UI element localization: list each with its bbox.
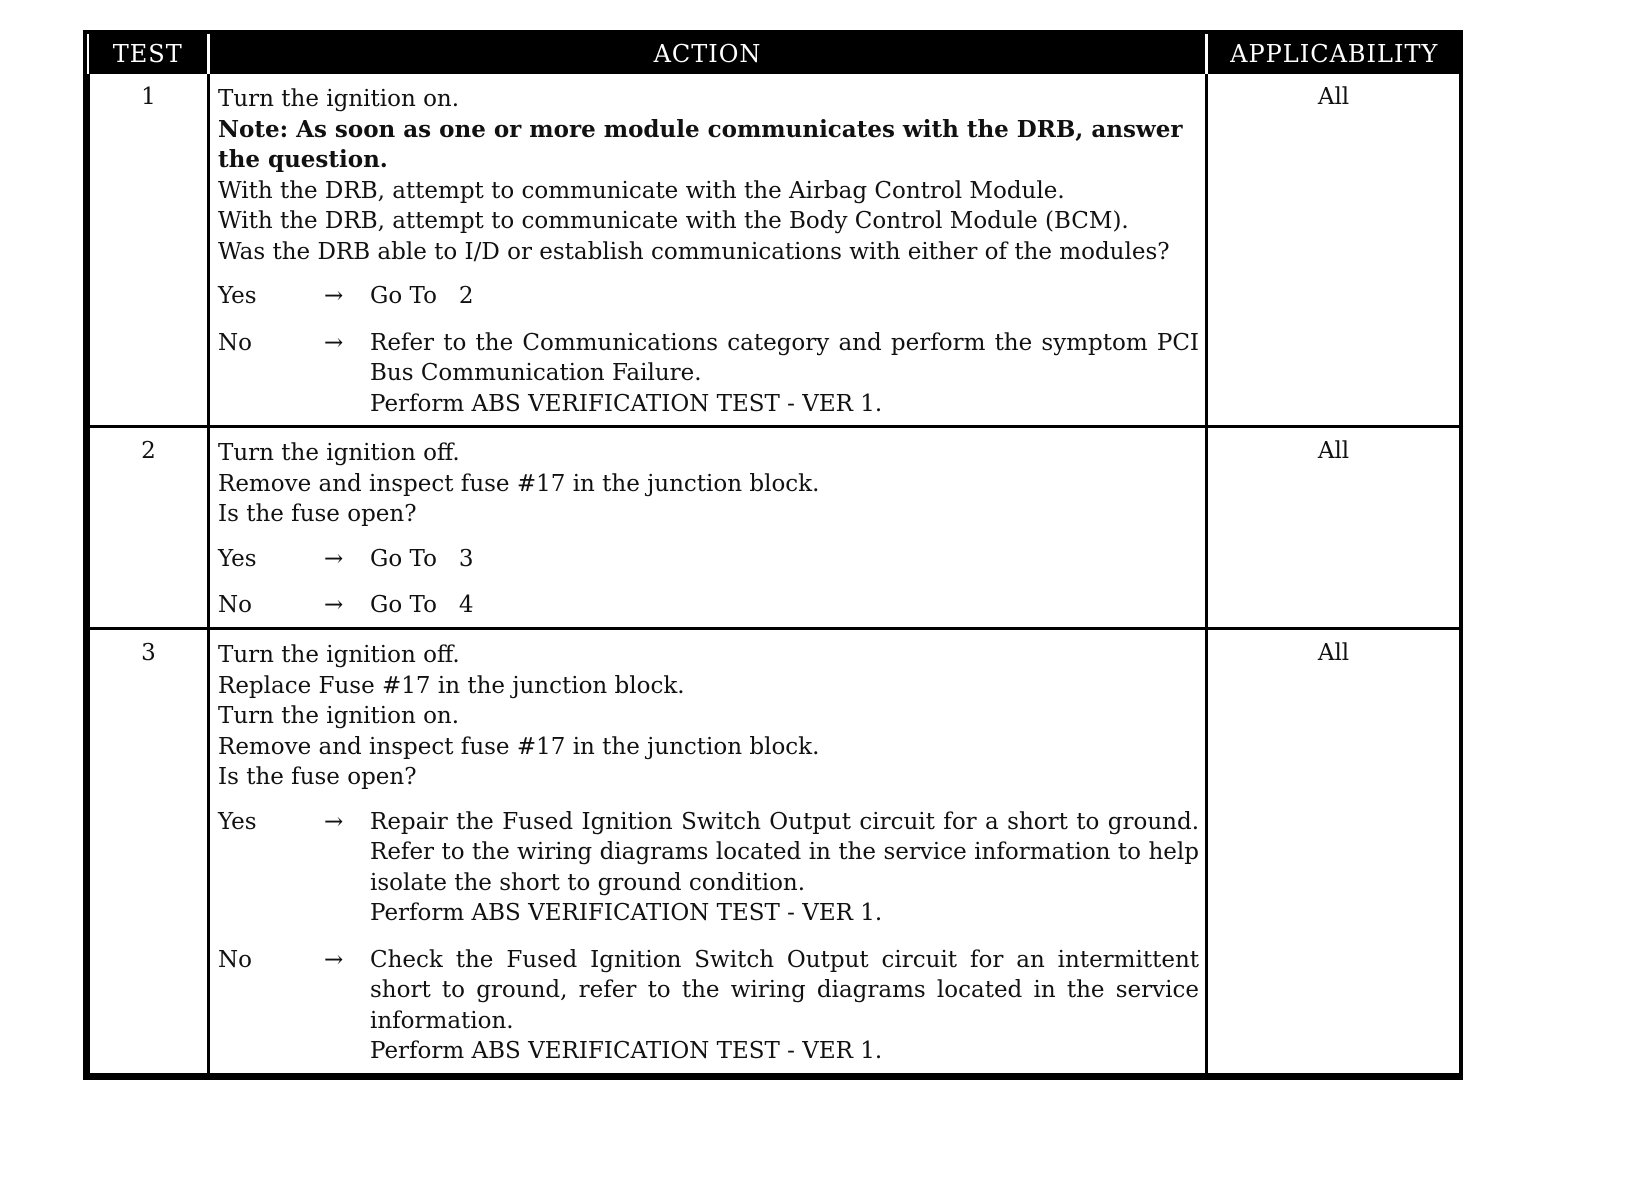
arrow-icon: → bbox=[324, 808, 344, 835]
no-label: No bbox=[218, 592, 252, 618]
branches bbox=[218, 544, 1199, 621]
arrow-icon: → bbox=[324, 545, 344, 572]
arrow-icon: → bbox=[324, 283, 344, 309]
action-line: With the DRB, attempt to communicate with the Body Control Module (BCM). bbox=[218, 208, 1129, 234]
header-action: ACTION bbox=[209, 34, 1207, 74]
yes-branch bbox=[218, 544, 1199, 575]
result-line: Perform ABS VERIFICATION TEST - VER 1. bbox=[370, 1038, 883, 1064]
test-action bbox=[209, 629, 1207, 1075]
action-line: Turn the ignition on. bbox=[218, 703, 460, 729]
action-line: Turn the ignition on. bbox=[218, 86, 460, 112]
no-result bbox=[370, 945, 1199, 1067]
action-line: Is the fuse open? bbox=[218, 501, 417, 527]
result-line: Check the Fused Ignition Switch Output circuit for an intermittent short to ground, refer to the wiring diagrams located in the service information. bbox=[370, 946, 1199, 1034]
test-action bbox=[209, 427, 1207, 629]
yes-result bbox=[370, 807, 1199, 929]
test-number: 1 bbox=[89, 74, 209, 427]
test-row-1 bbox=[89, 74, 1461, 427]
action-line: With the DRB, attempt to communicate with the Airbag Control Module. bbox=[218, 177, 1065, 204]
action-line: Remove and inspect fuse #17 in the junction block. bbox=[218, 733, 820, 760]
test-action bbox=[209, 74, 1207, 427]
header-test: TEST bbox=[89, 34, 209, 74]
no-label: No bbox=[218, 946, 252, 973]
no-branch bbox=[218, 945, 1199, 1067]
yes-result bbox=[370, 281, 1199, 312]
test-row-3 bbox=[89, 629, 1461, 1075]
test-applicability: All bbox=[1207, 74, 1461, 427]
action-line: Is the fuse open? bbox=[218, 764, 417, 790]
action-line: Replace Fuse #17 in the junction block. bbox=[218, 672, 685, 699]
yes-branch bbox=[218, 281, 1199, 312]
no-branch bbox=[218, 590, 1199, 621]
test-row-2 bbox=[89, 427, 1461, 629]
diagnostic-table bbox=[83, 30, 1463, 1080]
no-label: No bbox=[218, 329, 252, 356]
test-table bbox=[87, 34, 1462, 1076]
result-line: Go To 2 bbox=[370, 283, 474, 309]
action-line: Turn the ignition off. bbox=[218, 440, 460, 466]
result-line: Refer to the Communications category and perform the symptom PCI Bus Communication Failure. bbox=[370, 329, 1199, 386]
arrow-icon: → bbox=[324, 592, 344, 618]
arrow-icon: → bbox=[324, 329, 344, 356]
header-applicability: APPLICABILITY bbox=[1207, 34, 1461, 74]
yes-label: Yes bbox=[218, 545, 257, 572]
yes-label: Yes bbox=[218, 283, 257, 309]
test-applicability: All bbox=[1207, 629, 1461, 1075]
result-line: Perform ABS VERIFICATION TEST - VER 1. bbox=[370, 900, 883, 926]
no-result bbox=[370, 328, 1199, 420]
branches bbox=[218, 281, 1199, 419]
test-number: 2 bbox=[89, 427, 209, 629]
yes-label: Yes bbox=[218, 808, 257, 835]
branches bbox=[218, 807, 1199, 1067]
result-line: Go To 4 bbox=[370, 592, 474, 618]
result-line: Perform ABS VERIFICATION TEST - VER 1. bbox=[370, 390, 883, 417]
result-line: Go To 3 bbox=[370, 545, 474, 572]
arrow-icon: → bbox=[324, 946, 344, 973]
test-number: 3 bbox=[89, 629, 209, 1075]
action-note: Note: As soon as one or more module communicates with the DRB, answer the question. bbox=[218, 115, 1183, 173]
action-line: Turn the ignition off. bbox=[218, 642, 460, 668]
action-line: Remove and inspect fuse #17 in the junction block. bbox=[218, 470, 820, 497]
action-line: Was the DRB able to I/D or establish communications with either of the modules? bbox=[218, 238, 1170, 265]
yes-result bbox=[370, 544, 1199, 575]
no-branch bbox=[218, 328, 1199, 420]
yes-branch bbox=[218, 807, 1199, 929]
result-line: Repair the Fused Ignition Switch Output circuit for a short to ground. Refer to the wiring diagrams located in the service information to help isolate the short to ground condition. bbox=[370, 808, 1199, 896]
header-row bbox=[89, 34, 1461, 74]
test-applicability: All bbox=[1207, 427, 1461, 629]
no-result bbox=[370, 590, 1199, 621]
